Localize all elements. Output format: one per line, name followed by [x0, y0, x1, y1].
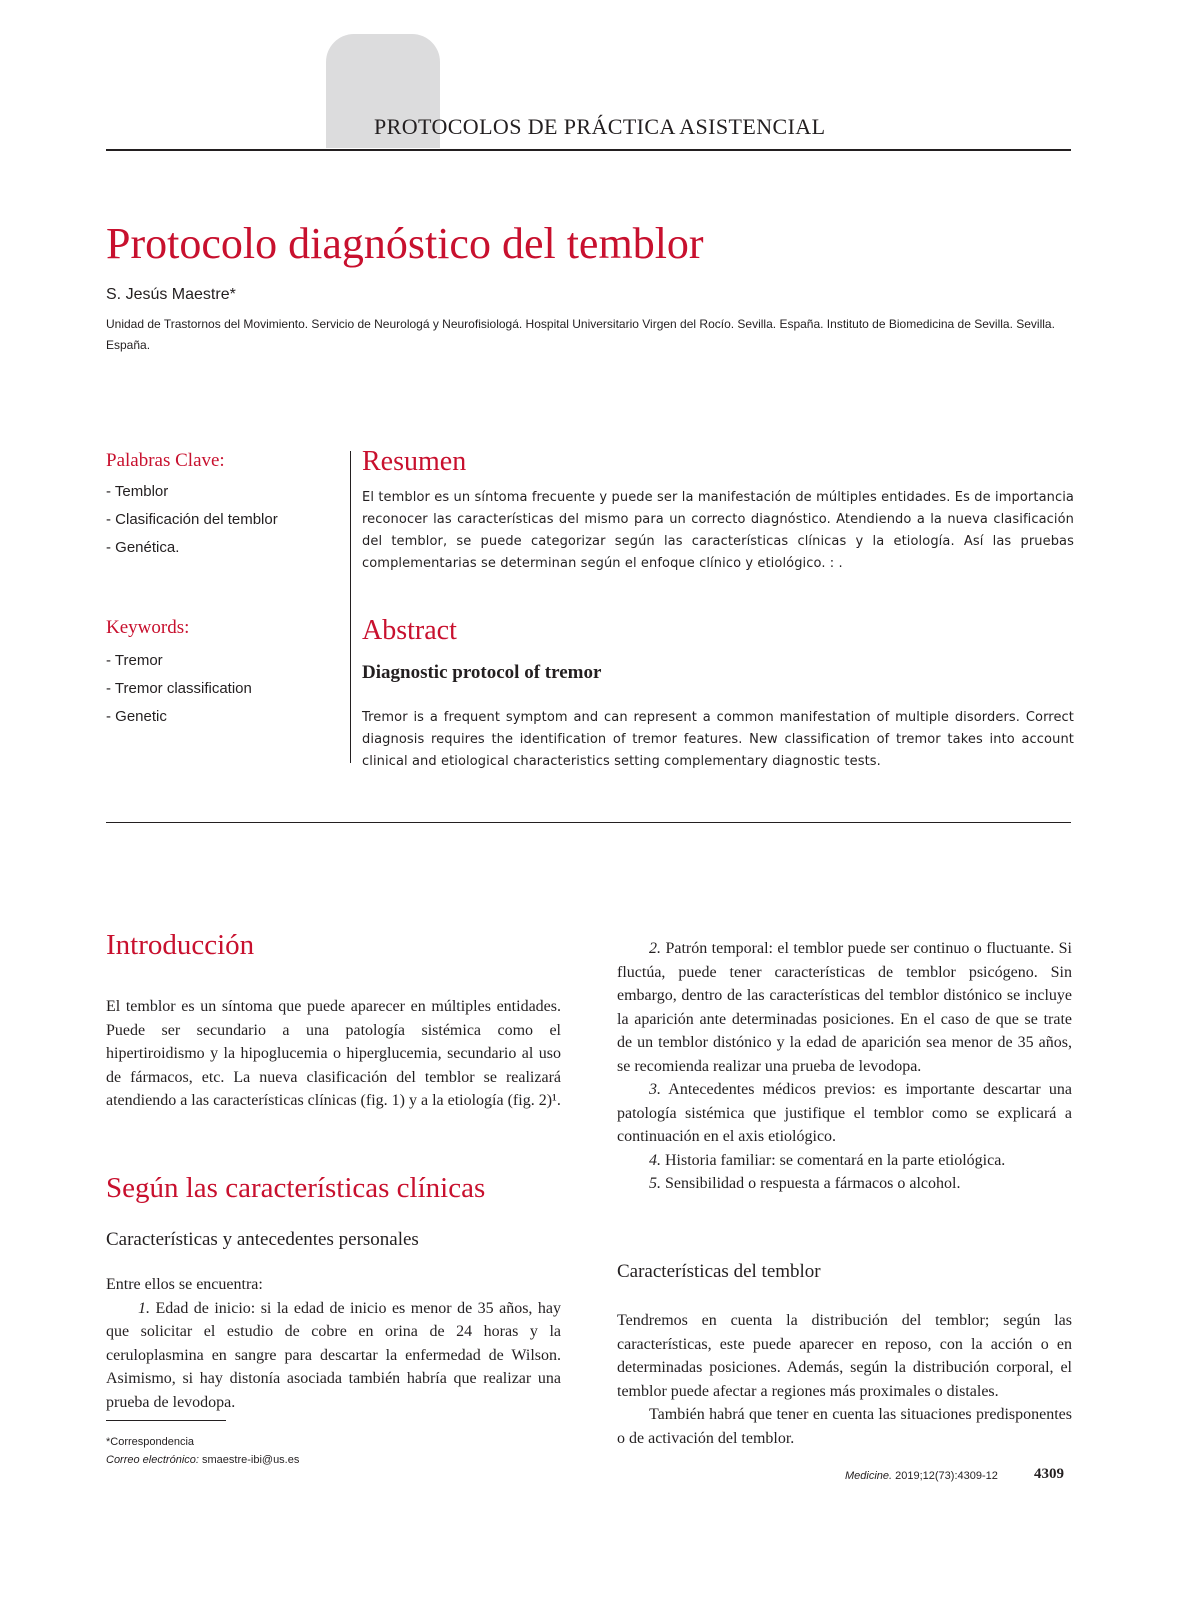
item-text: Patrón temporal: el temblor puede ser continuo o fluctuante. Si fluctúa, puede tener características de temblor psicógeno. Sin embargo, dentro de las características del temblor distónico se incluye la aparición ante determinadas posiciones. En el caso de que se trate de un temblor distónico y la edad de aparición sea menor de 35 años, se recomienda realizar una prueba de levodopa.: [617, 940, 1072, 1075]
tremor-features-body: [617, 1309, 1072, 1450]
item-text: Edad de inicio: si la edad de inicio es menor de 35 años, hay que solicitar el estudio de cobre en orina de 24 horas y la ceruloplasmina en sangre para descartar la enfermedad de Wilson. Asimismo, si hay distonía asociada también habría que realizar una prueba de levodopa.: [106, 1299, 561, 1411]
keyword-item: - Temblor: [106, 483, 169, 500]
keywords-en-heading: Keywords:: [106, 617, 190, 638]
item-number: 5.: [649, 1175, 661, 1192]
list-item: [106, 1297, 561, 1415]
keyword-item: - Tremor classification: [106, 680, 252, 697]
abstract-heading: Abstract: [362, 615, 457, 646]
list-item: [617, 937, 1072, 1078]
item-number: 1.: [138, 1299, 150, 1317]
email-address: smaestre-ibi@us.es: [198, 1454, 300, 1466]
abstract-divider: [350, 451, 351, 763]
keywords-es-heading: Palabras Clave:: [106, 450, 225, 471]
abstract-bottom-rule: [106, 822, 1071, 823]
author-affiliation: Unidad de Trastornos del Movimiento. Servicio de Neurologá y Neurofisiologá. Hospital Universitario Virgen del Rocío. Sevilla. España. Instituto de Biomedicina de Sevilla. Sevilla. España.: [106, 317, 1055, 352]
author-name: S. Jesús Maestre*: [106, 286, 236, 303]
abstract-text: Tremor is a frequent symptom and can represent a common manifestation of multiple disorders. Correct diagnosis requires the identification of tremor features. New classification of tremor takes into account clinical and etiological characteristics setting complementary diagnostic tests.: [362, 710, 1074, 769]
keywords-en-list: [106, 647, 252, 731]
keyword-item: - Clasificación del temblor: [106, 511, 278, 528]
keyword-item: - Tremor: [106, 652, 163, 669]
item-number: 2.: [649, 940, 661, 957]
personal-history-heading: Características y antecedentes personales: [106, 1229, 419, 1250]
intro-text: El temblor es un síntoma que puede aparecer en múltiples entidades. Puede ser secundario a una patología sistémica como el hipertiroidismo y la hipoglucemia o hiperglucemia, secundario al uso de fármacos, etc. La nueva clasificación del temblor se realizará atendiendo a las características clínicas (fig. 1) y a la etiología (fig. 2)¹.: [106, 998, 561, 1109]
personal-history-body: [106, 1273, 561, 1414]
paragraph: Tendremos en cuenta la distribución del temblor; según las características, este puede aparecer en reposo, con la acción o en determinadas posiciones. Además, según la distribución corporal, el temblor puede afectar a regiones más proximales o distales.: [617, 1312, 1072, 1400]
correspondence-label: *Correspondencia: [106, 1436, 195, 1448]
paragraph: También habrá que tener en cuenta las situaciones predisponentes o de activación del temblor.: [617, 1406, 1072, 1447]
keyword-item: - Genetic: [106, 708, 167, 725]
list-item: [617, 1172, 1072, 1196]
tremor-features-heading: Características del temblor: [617, 1261, 821, 1282]
keywords-es-list: [106, 478, 278, 562]
item-text: Sensibilidad o respuesta a fármacos o alcohol.: [661, 1175, 961, 1192]
correspondence-email-line: [106, 1454, 299, 1466]
journal-name: Medicine.: [845, 1470, 893, 1482]
resumen-text: El temblor es un síntoma frecuente y puede ser la manifestación de múltiples entidades. Es de importancia reconocer las características del mismo para un correcto diagnóstico. Atendiendo a la nueva clasificación del temblor, se puede categorizar según las características clínicas y la etiología. Así las pruebas complementarias se determinan según el enfoque clínico y etiológico. : .: [362, 490, 1074, 571]
list-item: [617, 1078, 1072, 1149]
list-item: [617, 1149, 1072, 1173]
citation-text: 2019;12(73):4309-12: [892, 1470, 998, 1482]
item-text: Antecedentes médicos previos: es importante descartar una patología sistémica que justifique el temblor como se explicará a continuación en el axis etiológico.: [617, 1081, 1072, 1145]
clinical-heading: Según las características clínicas: [106, 1172, 486, 1204]
footnote-rule: [106, 1420, 226, 1421]
article-title: Protocolo diagnóstico del temblor: [106, 219, 704, 268]
item-text: Historia familiar: se comentará en la parte etiológica.: [661, 1151, 1006, 1169]
resumen-heading: Resumen: [362, 446, 467, 477]
page-number: 4309: [1034, 1466, 1064, 1482]
section-label: PROTOCOLOS DE PRÁCTICA ASISTENCIAL: [374, 114, 826, 139]
item-number: 3.: [649, 1081, 661, 1098]
abstract-subtitle: Diagnostic protocol of tremor: [362, 662, 602, 683]
header-rule: [106, 149, 1071, 151]
item-number: 4.: [649, 1151, 661, 1169]
lead-text: Entre ellos se encuentra:: [106, 1276, 263, 1293]
intro-heading: Introducción: [106, 929, 255, 961]
email-label: Correo electrónico:: [106, 1454, 199, 1466]
intro-paragraph: [106, 995, 561, 1113]
keyword-item: - Genética.: [106, 539, 180, 556]
journal-citation: [845, 1470, 998, 1482]
right-column-list: [617, 937, 1072, 1196]
